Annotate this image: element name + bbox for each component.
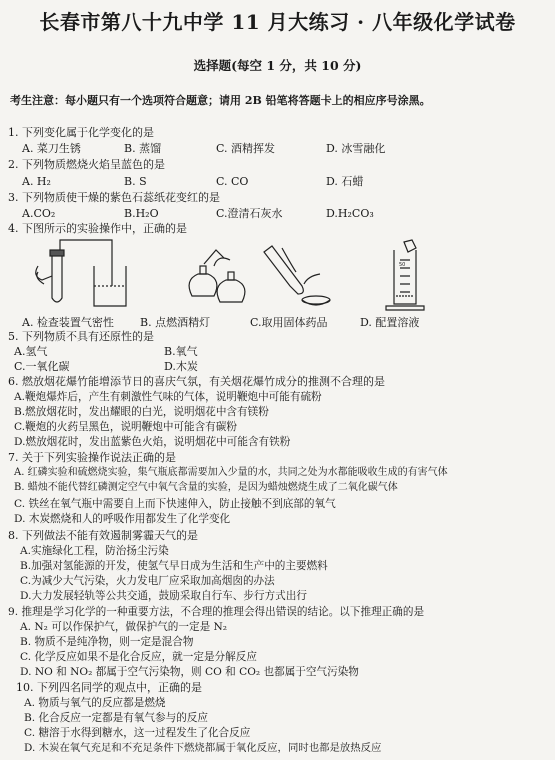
question-2-stem: 2. 下列物质燃烧火焰呈蓝色的是 [8,158,165,171]
question-3-stem: 3. 下列物质使干燥的紫色石蕊纸花变红的是 [8,191,220,204]
question-8-stem: 8. 下列做法不能有效遏制雾霾天气的是 [8,529,198,542]
option-c: C. CO [216,175,249,188]
question-6-option-a: A.鞭炮爆炸后，产生有刺激性气味的气体，说明鞭炮中可能有硫粉 [14,391,322,403]
question-6-option-b: B.燃放烟花时，发出耀眼的白光，说明烟花中含有镁粉 [14,406,269,418]
question-9-option-d: D. NO 和 NO₂ 都属于空气污染物，则 CO 和 CO₂ 也都属于空气污染物 [20,666,359,678]
option-d: D. 冰雪融化 [326,142,386,155]
option-c: C.澄清石灰水 [216,207,283,220]
question-6-stem: 6. 燃放烟花爆竹能增添节日的喜庆气氛，有关烟花爆竹成分的推测不合理的是 [8,375,385,388]
question-7-option-d: D. 木炭燃烧和人的呼吸作用都发生了化学变化 [14,513,231,525]
question-1-stem: 1. 下列变化属于化学变化的是 [8,126,154,139]
option-a: A. 菜刀生锈 [22,142,81,155]
question-4-stem: 4. 下图所示的实验操作中，正确的是 [8,222,187,235]
question-8-option-d: D.大力发展轻轨等公共交通，鼓励采取自行车、步行方式出行 [20,590,307,602]
question-10-stem: 10. 下列四名同学的观点中，正确的是 [16,681,202,694]
svg-text:50: 50 [399,262,406,268]
graduated-cylinder-drawing [386,240,424,310]
option-c: C.一氧化碳 [14,360,70,373]
question-8-option-c: C.为减少大气污染，火力发电厂应采取加高烟囱的办法 [20,575,275,587]
student-notice: 考生注意：每小题只有一个选项符合题意；请用 2B 铅笔将答题卡上的相应序号涂黑。 [10,94,431,107]
option-b: B.H₂O [124,207,159,220]
question-6-option-c: C.鞭炮的火药呈黑色，说明鞭炮中可能含有碳粉 [14,421,237,433]
question-10-option-a: A. 物质与氧气的反应都是燃烧 [24,697,166,709]
option-a: A.CO₂ [22,207,56,220]
section-heading: 选择题(每空 1 分，共 10 分) [193,58,362,73]
question-8-option-b: B.加强对氢能源的开发，使氢气早日成为生活和生产中的主要燃料 [20,560,328,572]
option-d: D.木炭 [164,360,198,373]
question-7-option-b: B. 蜡烛不能代替红磷测定空气中氧气含量的实验，是因为蜡烛燃烧生成了二氧化碳气体 [14,482,398,493]
question-9-option-b: B. 物质不是纯净物，则一定是混合物 [20,636,194,648]
exam-title: 长春市第八十九中学 11 月大练习 · 八年级化学试卷 [39,10,516,34]
option-b: B. 蒸馏 [124,142,162,155]
question-10-option-b: B. 化合反应一定都是有氧气参与的反应 [24,712,209,724]
question-7-stem: 7. 关于下列实验操作说法正确的是 [8,451,176,464]
question-9-stem: 9. 推理是学习化学的一种重要方法，不合理的推理会得出错误的结论。以下推理正确的是 [8,606,425,618]
question-10-option-c: C. 糖溶于水得到糖水，这一过程发生了化合反应 [24,727,251,739]
option-d: D.H₂CO₃ [326,207,374,220]
option-b: B. S [124,175,147,188]
option-a: A. H₂ [22,175,51,188]
question-4-option-c: C.取用固体药品 [250,316,328,329]
alcohol-lamp-drawing [189,250,245,302]
solid-reagent-drawing [264,246,330,305]
lab-apparatus-drawings [20,236,450,314]
experiment-illustrations [20,236,450,314]
question-5-stem: 5. 下列物质不具有还原性的是 [8,330,154,343]
option-d: D. 石蜡 [326,175,364,188]
airtightness-check-drawing [36,240,126,306]
question-9-option-c: C. 化学反应如果不是化合反应，就一定是分解反应 [20,651,257,663]
question-10-option-d: D. 木炭在氧气充足和不充足条件下燃烧都属于氧化反应，同时也都是放热反应 [24,742,382,754]
option-b: B.氧气 [164,345,198,358]
question-9-option-a: A. N₂ 可以作保护气，做保护气的一定是 N₂ [20,621,228,633]
question-4-option-a: A. 检查装置气密性 [22,316,114,329]
question-4-option-b: B. 点燃酒精灯 [140,316,211,329]
option-c: C. 酒精挥发 [216,142,276,155]
question-7-option-c: C. 铁丝在氧气瓶中需要自上而下快速伸入，防止接触不到底部的氧气 [14,498,336,510]
question-7-option-a: A. 红磷实验和硫燃烧实验，集气瓶底都需要加入少量的水，共同之处为水都能吸收生成的有害气体 [14,467,448,478]
question-8-option-a: A.实施绿化工程，防治扬尘污染 [20,545,169,557]
question-4-option-d: D. 配置溶液 [360,316,420,329]
question-6-option-d: D.燃放烟花时，发出蓝紫色火焰，说明烟花中可能含有铁粉 [14,436,291,448]
option-a: A.氢气 [14,345,48,358]
